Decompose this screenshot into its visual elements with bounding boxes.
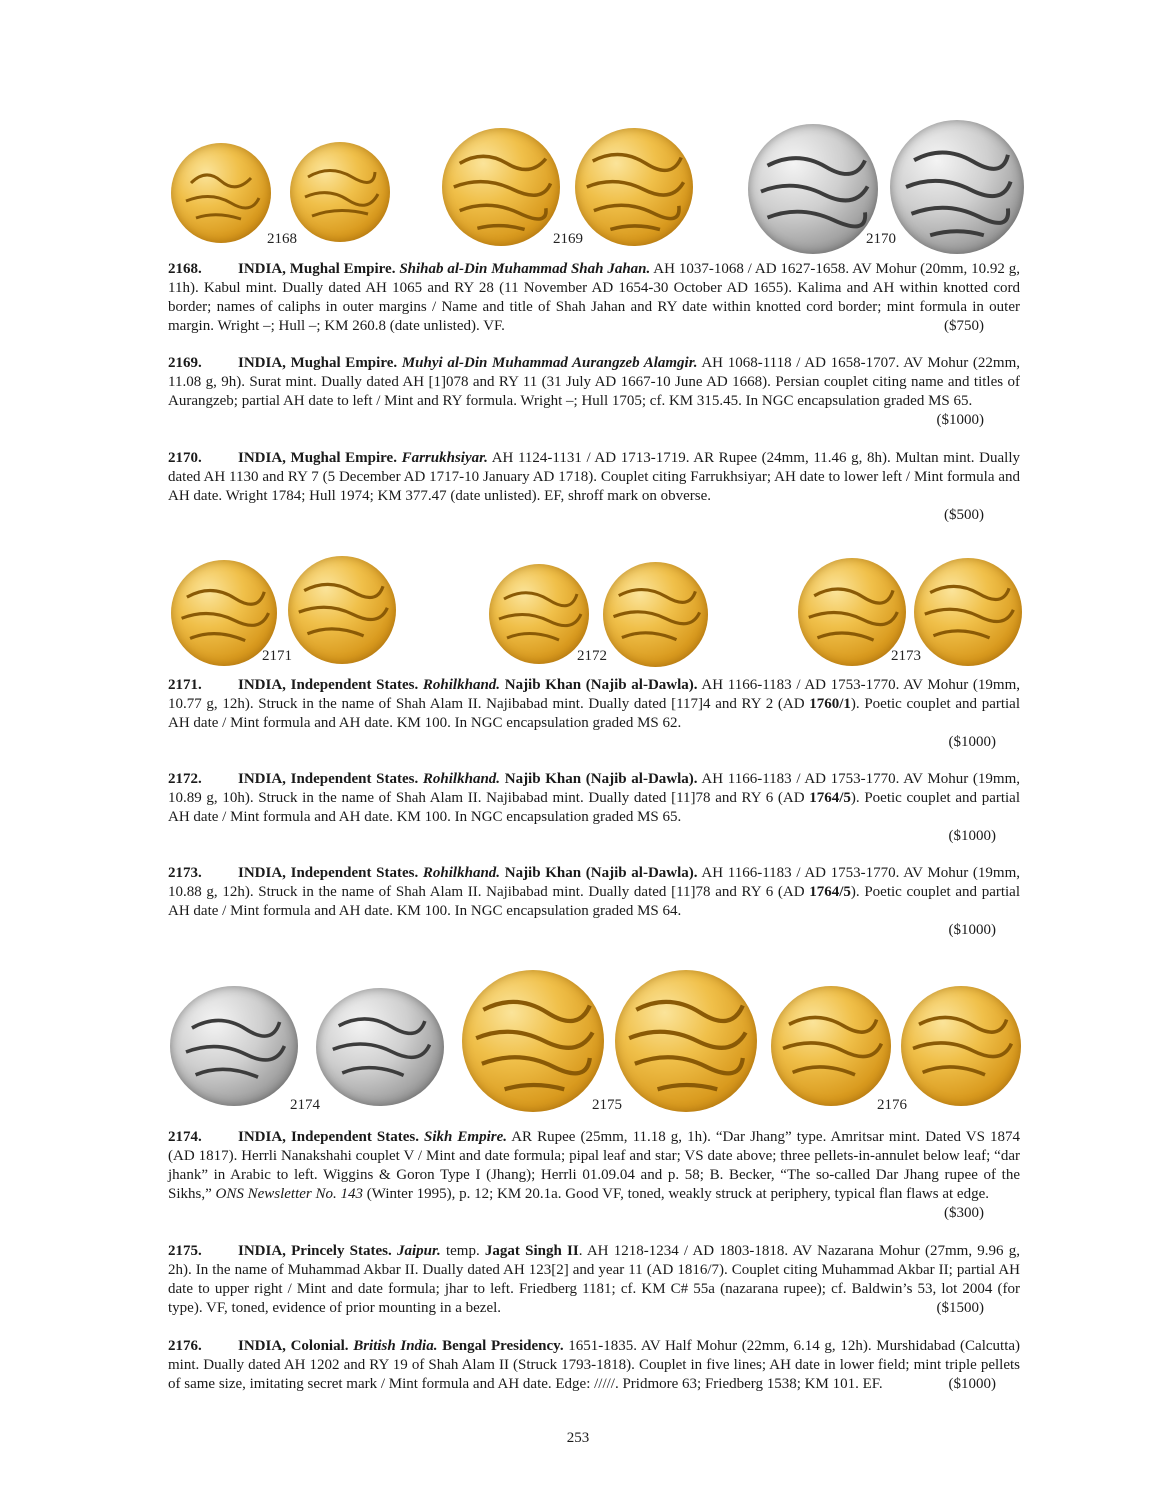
lot-ruler: Najib Khan (Najib al-Dawla).	[504, 771, 698, 787]
lot-price: ($1000)	[948, 734, 996, 750]
lot-price: ($1000)	[948, 828, 996, 844]
lot-2175: 2175. INDIA, Princely States. Jaipur. temp. Jagat Singh II. AH 1218-1234 / AD 1803-1818. AV Nazarana Mohur (27mm, 9.96 g, 2h). In the name of Muhammad Akbar II. Dually dated AH 123[2] and year 11 (AD 1816/7). Couplet citing Muhammad Akbar II; partial AH date to upper right / Mint and date formula; jhar to left. Friedberg 1181; cf. KM C# 55a (nazarana rupee); cf. Baldwin’s 53, lot 2004 (for type). VF, toned, evidence of prior mounting in a bezel. ($1500)	[168, 1243, 1020, 1316]
lot-description: AH 1124-1131 / AD 1713-1719. AR Rupee (24mm, 11.46 g, 8h). Multan mint. Dually dated AH 1130 and RY 7 (5 December AD 1717-10 January AD 1718). Couplet citing Farrukhsiyar; AH date to lower left / Mint formula and AH date. Wright 1784; Hull 1974; KM 377.47 (date unlisted). EF, shroff mark on obverse.	[168, 450, 1020, 504]
lot-description: AH 1166-1183 / AD 1753-1770. AV Mohur (19mm, 10.89 g, 10h). Struck in the name of Shah Alam II. Najibabad mint. Dually dated [11]78 and RY 6 (AD	[168, 771, 1021, 806]
coin-2175-obverse	[462, 970, 604, 1112]
coin-2170-reverse	[890, 120, 1024, 254]
coin-image-row-3	[168, 980, 1023, 1115]
lot-description: AH 1068-1118 / AD 1658-1707. AV Mohur (22mm, 11.08 g, 9h). Surat mint. Dually dated AH [1]078 and RY 11 (31 July AD 1667-10 June AD 1668). Persian couplet citing name and titles of Aurangzeb; partial AH date to left / Mint and RY formula. Wright –; Hull 1705; cf. KM 315.45. In NGC encapsulation graded MS 65.	[168, 355, 1021, 409]
coin-2174-obverse	[170, 986, 298, 1106]
lot-price: ($750)	[944, 318, 984, 334]
lot-heading: INDIA, Colonial.	[238, 1338, 349, 1354]
lot-state: Rohilkhand.	[422, 865, 501, 881]
lot-2172	[168, 770, 1020, 846]
lot-ruler: Najib Khan (Najib al-Dawla).	[504, 865, 698, 881]
lot-date: 1764/5	[809, 884, 851, 900]
lot-heading: INDIA, Independent States.	[238, 1129, 419, 1145]
lot-ruler: Najib Khan (Najib al-Dawla).	[504, 677, 698, 693]
image-label-2176: 2176	[877, 1097, 907, 1113]
coin-2172-reverse	[603, 562, 708, 667]
coin-2171-reverse	[288, 556, 396, 664]
lot-description-2: (Winter 1995), p. 12; KM 20.1a. Good VF, toned, weakly struck at periphery, typical flan flaws at edge.	[366, 1186, 989, 1202]
lot-state: Sikh Empire.	[424, 1129, 507, 1145]
lot-price: ($1000)	[948, 1376, 996, 1392]
lot-heading: INDIA, Princely States.	[238, 1243, 392, 1259]
lot-number: 2172.	[168, 771, 202, 787]
lot-date: 1764/5	[809, 790, 851, 806]
lot-2171	[168, 676, 1020, 752]
lot-number: 2173.	[168, 865, 202, 881]
lot-ruler: Muhyi al-Din Muhammad Aurangzeb Alamgir.	[401, 355, 698, 371]
coin-image-row-1	[168, 138, 1023, 253]
lot-2169	[168, 354, 1020, 430]
page-number: 253	[566, 1430, 590, 1446]
lot-heading: INDIA, Mughal Empire.	[238, 355, 398, 371]
lot-2168	[168, 260, 1020, 336]
coin-2176-obverse	[771, 986, 891, 1106]
lot-temp: temp.	[445, 1243, 480, 1259]
lot-number: 2171.	[168, 677, 202, 693]
image-label-2169: 2169	[553, 231, 583, 247]
lot-ruler: Farrukhsiyar.	[401, 450, 488, 466]
lot-description-2: ). Poetic couplet and partial AH date / Mint formula and AH date. KM 100. In NGC encapsulation graded MS 65.	[168, 790, 1021, 825]
image-label-2171: 2171	[262, 648, 292, 664]
lot-price: ($1500)	[936, 1300, 984, 1316]
lot-date: 1760/1	[809, 696, 851, 712]
lot-2173	[168, 864, 1020, 940]
lot-state: Rohilkhand.	[422, 677, 501, 693]
lot-price: ($300)	[944, 1205, 984, 1221]
lot-2176	[168, 1337, 1020, 1394]
lot-price: ($1000)	[936, 412, 984, 428]
lot-description: AH 1037-1068 / AD 1627-1658. AV Mohur (20mm, 10.92 g, 11h). Kabul mint. Dually dated AH 1065 and RY 28 (11 November AD 1654-30 October AD 1655). Kalima and AH within knotted cord border; names of caliphs in outer margins / Name and title of Shah Jahan and RY date within knotted cord border; mint formula in outer margin. Wright –; Hull –; KM 260.8 (date unlisted). VF.	[168, 261, 1020, 334]
coin-2168-reverse	[290, 142, 390, 242]
coin-2168-obverse	[171, 143, 271, 243]
lot-number: 2170.	[168, 450, 202, 466]
lot-state: Jaipur.	[396, 1243, 441, 1259]
lot-number: 2168.	[168, 261, 202, 277]
coin-2172-obverse	[489, 564, 589, 664]
coin-2169-reverse	[575, 128, 693, 246]
coin-2174-reverse	[316, 988, 444, 1106]
lot-description: 1651-1835. AV Half Mohur (22mm, 6.14 g, 12h). Murshidabad (Calcutta) mint. Dually dated AH 1202 and RY 19 of Shah Alam II (Struck 1793-1818). Couplet in five lines; AH date in lower field; mint triple pellets of same size, imitating secret mark / Mint formula and AH date. Edge: /////. Pridmore 63; Friedberg 1538; KM 101. EF.	[168, 1338, 1021, 1392]
coin-2170-obverse	[748, 124, 878, 254]
lot-ruler: Bengal Presidency.	[442, 1338, 564, 1354]
coin-2173-obverse	[798, 558, 906, 666]
coin-2169-obverse	[442, 128, 560, 246]
lot-heading: INDIA, Mughal Empire.	[238, 261, 396, 277]
lot-description: AH 1166-1183 / AD 1753-1770. AV Mohur (19mm, 10.88 g, 12h). Struck in the name of Shah Alam II. Najibabad mint. Dually dated [11]78 and RY 6 (AD	[168, 865, 1021, 900]
lot-2174	[168, 1128, 1020, 1223]
lot-description: AR Rupee (25mm, 11.18 g, 1h). “Dar Jhang” type. Amritsar mint. Dated VS 1874 (AD 1817). Herrli Nanakshahi couplet V / Mint and date formula; pipal leaf and star; VS date above; three pellets-in-annulet below leaf; “dar jhank” in Arabic to left. Wiggins & Goron Type I (Jhang); Herrli 01.09.04 and p. 58; B. Becker, “The so-called Dar Jhang rupee of the Sikhs,”	[168, 1129, 1021, 1202]
lot-heading: INDIA, Independent States.	[238, 771, 419, 787]
lot-number: 2169.	[168, 355, 202, 371]
image-label-2175: 2175	[592, 1097, 622, 1113]
lot-ruler: Jagat Singh II	[484, 1243, 579, 1259]
lot-description: AH 1218-1234 / AD 1803-1818. AV Nazarana Mohur (27mm, 9.96 g, 2h). In the name of Muhammad Akbar II. Dually dated AH 123[2] and year 11 (AD 1816/7). Couplet citing Muhammad Akbar II; partial AH date to upper right / Mint and date formula; jhar to left. Friedberg 1181; cf. KM C# 55a (nazarana rupee); cf. Baldwin’s 53, lot 2004 (for type). VF, toned, evidence of prior mounting in a bezel.	[168, 1243, 1020, 1316]
lot-ruler: Shihab al-Din Muhammad Shah Jahan.	[399, 261, 651, 277]
image-label-2168: 2168	[267, 231, 297, 247]
image-label-2174: 2174	[290, 1097, 320, 1113]
lot-2170	[168, 449, 1020, 525]
lot-description: AH 1166-1183 / AD 1753-1770. AV Mohur (19mm, 10.77 g, 12h). Struck in the name of Shah Alam II. Najibabad mint. Dually dated [117]4 and RY 2 (AD	[168, 677, 1021, 712]
image-label-2170: 2170	[866, 231, 896, 247]
lot-number: 2174.	[168, 1129, 202, 1145]
lot-price: ($1000)	[948, 922, 996, 938]
lot-number: 2175.	[168, 1243, 202, 1259]
lot-heading: INDIA, Independent States.	[238, 865, 419, 881]
image-label-2172: 2172	[577, 648, 607, 664]
image-label-2173: 2173	[891, 648, 921, 664]
coin-2175-reverse	[615, 970, 757, 1112]
lot-state: Rohilkhand.	[422, 771, 501, 787]
lot-price: ($500)	[944, 507, 984, 523]
lot-heading: INDIA, Mughal Empire.	[238, 450, 397, 466]
lot-state: British India.	[353, 1338, 438, 1354]
coin-2173-reverse	[914, 558, 1022, 666]
lot-description-2: ). Poetic couplet and partial AH date / Mint formula and AH date. KM 100. In NGC encapsulation graded MS 64.	[168, 884, 1021, 919]
lot-heading: INDIA, Independent States.	[238, 677, 419, 693]
lot-description-2: ). Poetic couplet and partial AH date / Mint formula and AH date. KM 100. In NGC encapsulation graded MS 62.	[168, 696, 1021, 731]
coin-image-row-2	[168, 560, 1023, 670]
coin-2176-reverse	[901, 986, 1021, 1106]
lot-number: 2176.	[168, 1338, 202, 1354]
lot-reference: ONS Newsletter No. 143	[215, 1186, 364, 1202]
